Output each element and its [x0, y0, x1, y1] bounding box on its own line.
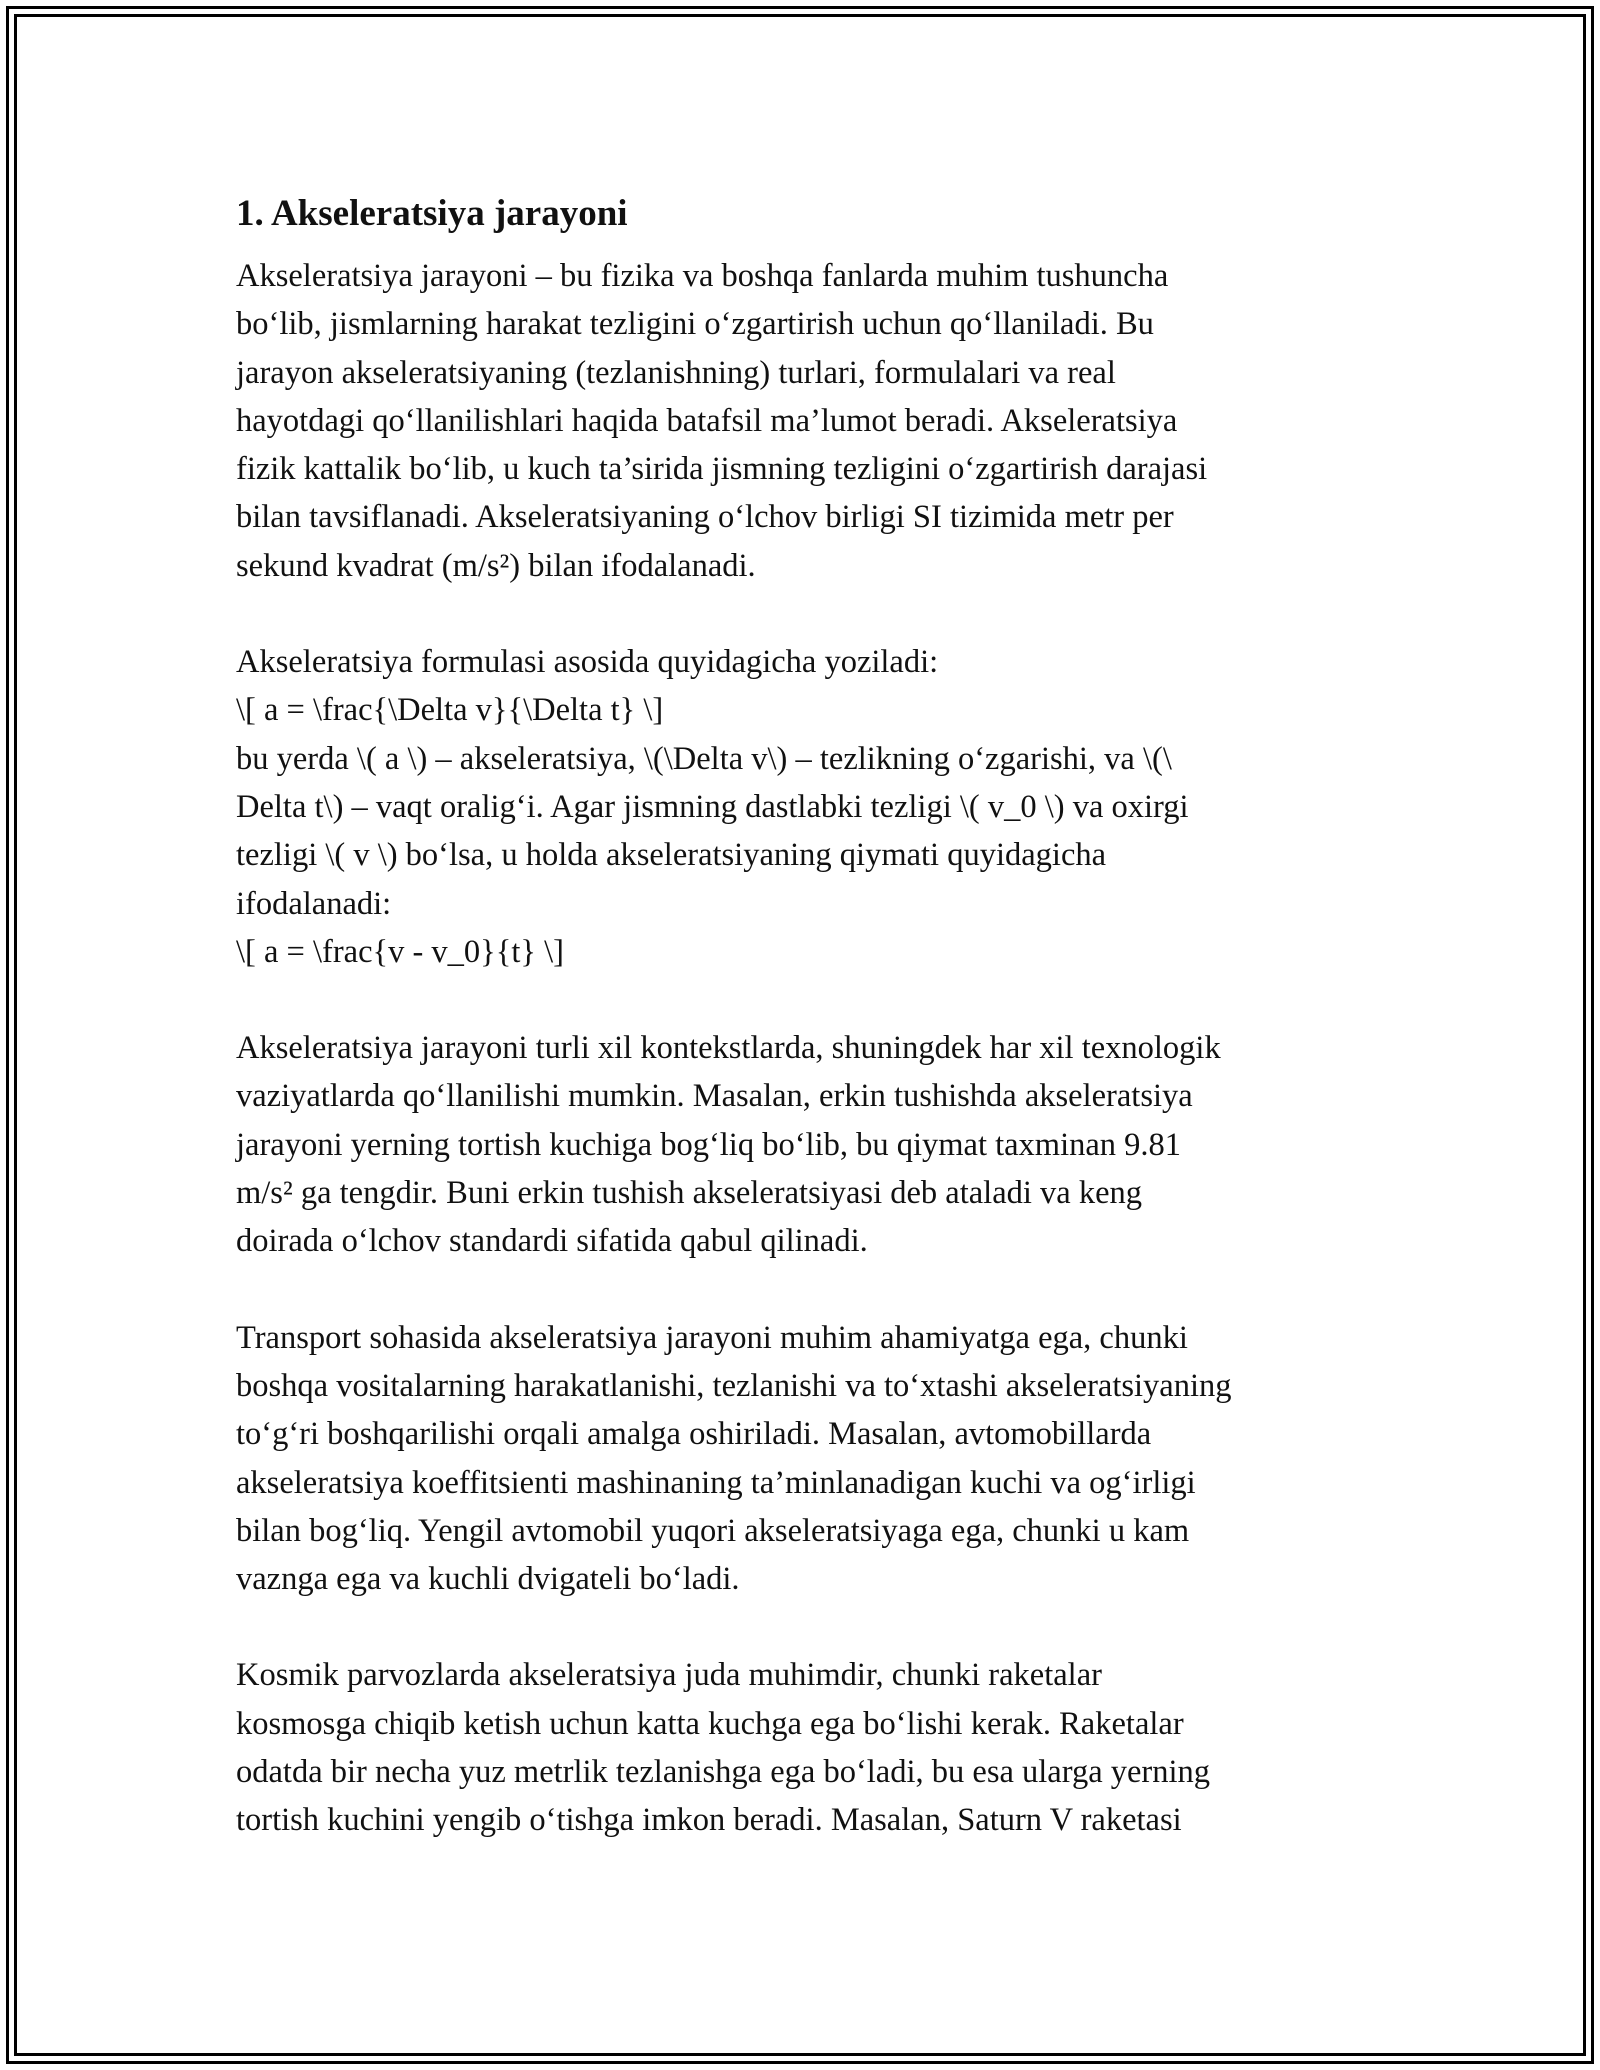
paragraph-formula: [236, 638, 1366, 976]
text-line: to‘g‘ri boshqarilishi orqali amalga oshiriladi. Masalan, avtomobillarda: [236, 1416, 1152, 1453]
text-line: ifodalanadi:: [236, 885, 392, 922]
text-line: doirada o‘lchov standardi sifatida qabul qilinadi.: [236, 1223, 868, 1260]
text-line: bu yerda \( a \) – akseleratsiya, \(\Delta v\) – tezlikning o‘zgarishi, va \(\: [236, 740, 1172, 777]
paragraph-free-fall: [236, 1024, 1366, 1265]
text-line: hayotdagi qo‘llanilishlari haqida batafsil ma’lumot beradi. Akseleratsiya: [236, 402, 1178, 439]
text-line: jarayoni yerning tortish kuchiga bog‘liq bo‘lib, bu qiymat taxminan 9.81: [236, 1126, 1182, 1163]
document-body: [236, 186, 1366, 1893]
text-line: Akseleratsiya formulasi asosida quyidagicha yoziladi:: [236, 644, 939, 681]
text-line: bilan bog‘liq. Yengil avtomobil yuqori akseleratsiyaga ega, chunki u kam: [236, 1512, 1190, 1549]
text-line: vaziyatlarda qo‘llanilishi mumkin. Masalan, erkin tushishda akseleratsiya: [236, 1078, 1193, 1115]
section-heading: 1. Akseleratsiya jarayoni: [236, 193, 628, 234]
text-line: bo‘lib, jismlarning harakat tezligini o‘zgartirish uchun qo‘llaniladi. Bu: [236, 306, 1154, 343]
paragraph-space-flight: [236, 1651, 1366, 1844]
text-line: kosmosga chiqib ketish uchun katta kuchga ega bo‘lishi kerak. Raketalar: [236, 1705, 1184, 1742]
paragraph-intro: [236, 252, 1366, 590]
text-line: Delta t\) – vaqt oralig‘i. Agar jismning dastlabki tezligi \( v_0 \) va oxirgi: [236, 788, 1189, 825]
text-line: akseleratsiya koeffitsienti mashinaning ta’minlanadigan kuchi va og‘irligi: [236, 1464, 1196, 1501]
text-line: bilan tavsiflanadi. Akseleratsiyaning o‘lchov birligi SI tizimida metr per: [236, 499, 1174, 536]
text-line: jarayon akseleratsiyaning (tezlanishning) turlari, formulalari va real: [236, 354, 1116, 391]
text-line: Transport sohasida akseleratsiya jarayoni muhim ahamiyatga ega, chunki: [236, 1319, 1188, 1356]
formula-line: \[ a = \frac{v - v_0}{t} \]: [236, 933, 564, 970]
text-line: boshqa vositalarning harakatlanishi, tezlanishi va to‘xtashi akseleratsiyaning: [236, 1367, 1232, 1404]
text-line: sekund kvadrat (m/s²) bilan ifodalanadi.: [236, 547, 756, 584]
text-line: odatda bir necha yuz metrlik tezlanishga ega bo‘ladi, bu esa ularga yerning: [236, 1754, 1211, 1791]
formula-line: \[ a = \frac{\Delta v}{\Delta t} \]: [236, 692, 664, 729]
text-line: vaznga ega va kuchli dvigateli bo‘ladi.: [236, 1561, 740, 1598]
paragraph-transport: [236, 1314, 1366, 1604]
text-line: tezligi \( v \) bo‘lsa, u holda akseleratsiyaning qiymati quyidagicha: [236, 837, 1107, 874]
text-line: fizik kattalik bo‘lib, u kuch ta’sirida jismning tezligini o‘zgartirish darajasi: [236, 451, 1208, 488]
text-line: Kosmik parvozlarda akseleratsiya juda muhimdir, chunki raketalar: [236, 1657, 1102, 1694]
text-line: tortish kuchini yengib o‘tishga imkon beradi. Masalan, Saturn V raketasi: [236, 1802, 1182, 1839]
text-line: Akseleratsiya jarayoni – bu fizika va boshqa fanlarda muhim tushuncha: [236, 258, 1169, 294]
text-line: Akseleratsiya jarayoni turli xil kontekstlarda, shuningdek har xil texnologik: [236, 1030, 1221, 1067]
text-line: m/s² ga tengdir. Buni erkin tushish akseleratsiyasi deb ataladi va keng: [236, 1175, 1143, 1212]
